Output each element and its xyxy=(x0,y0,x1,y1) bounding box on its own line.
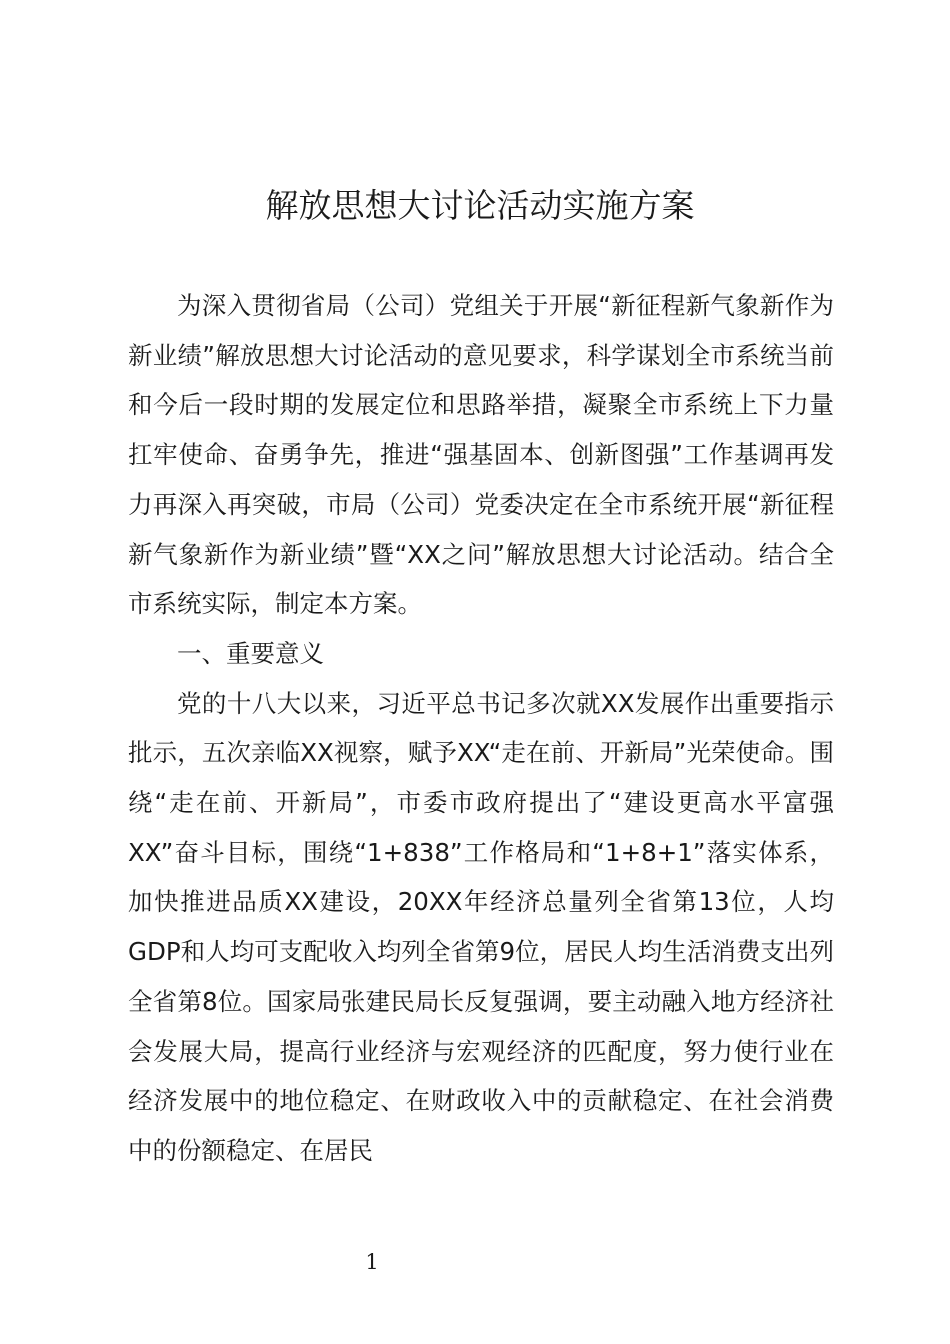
document-body xyxy=(128,281,834,1176)
intro-paragraph: 为深入贯彻省局（公司）党组关于开展“新征程新气象新作为新业绩”解放思想大讨论活动的意见要求，科学谋划全市系统当前和今后一段时期的发展定位和思路举措，凝聚全市系统上下力量扛牢使命、奋勇争先，推进“强基固本、创新图强”工作基调再发力再深入再突破，市局（公司）党委决定在全市系统开展“新征程新气象新作为新业绩”暨“XX之问”解放思想大讨论活动。结合全市系统实际，制定本方案。 xyxy=(128,291,834,619)
section-paragraph: 党的十八大以来，习近平总书记多次就XX发展作出重要指示批示，五次亲临XX视察，赋予XX“走在前、开新局”光荣使命。围绕“走在前、开新局”，市委市政府提出了“建设更高水平富强XX”奋斗目标，围绕“1+838”工作格局和“1+8+1”落实体系，加快推进品质XX建设，20XX年经济总量列全省第13位，人均GDP和人均可支配收入均列全省第9位，居民人均生活消费支出列全省第8位。国家局张建民局长反复强调，要主动融入地方经济社会发展大局，提高行业经济与宏观经济的匹配度，努力使行业在经济发展中的地位稳定、在财政收入中的贡献稳定、在社会消费中的份额稳定、在居民 xyxy=(128,688,834,1165)
section-heading: 一、重要意义 xyxy=(177,638,324,668)
page-number: 1 xyxy=(365,1250,379,1274)
document-title: 解放思想大讨论活动实施方案 xyxy=(265,186,695,225)
